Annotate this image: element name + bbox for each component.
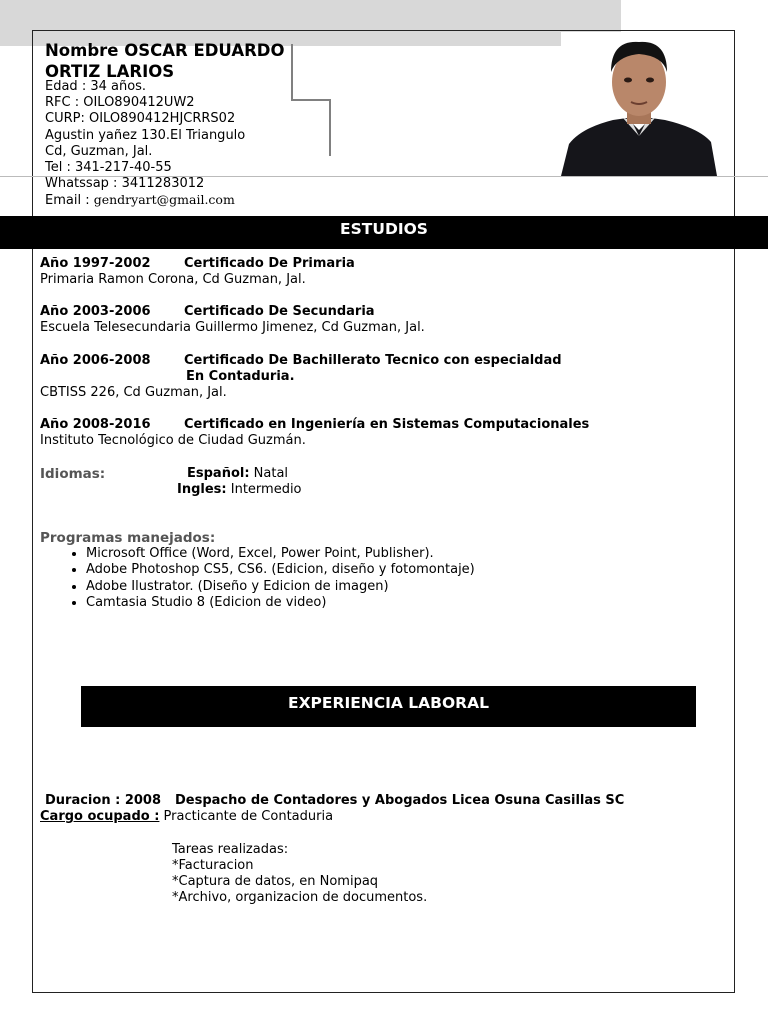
list-item: • Adobe Photoshop CS5, CS6. (Edicion, diseño y fotomontaje)	[86, 562, 475, 578]
list-item: • Camtasia Studio 8 (Edicion de video)	[86, 595, 475, 611]
job-company: Despacho de Contadores y Abogados Licea Osuna Casillas SC	[175, 793, 625, 808]
profile-photo	[561, 32, 717, 176]
tarea-item: *Captura de datos, en Nomipaq	[172, 874, 379, 889]
programas-label: Programas manejados:	[40, 530, 216, 546]
idiomas-label: Idiomas:	[40, 466, 106, 482]
estudio-school: CBTISS 226, Cd Guzman, Jal.	[40, 385, 227, 400]
candidate-name: Nombre OSCAR EDUARDO ORTIZ LARIOS	[45, 41, 285, 81]
tareas-label: Tareas realizadas:	[172, 842, 289, 857]
address-line-1: Agustin yañez 130.El Triangulo	[45, 128, 246, 143]
decorative-bracket	[288, 42, 336, 158]
idioma-espanol: Español: Natal	[187, 466, 289, 481]
whatsapp: Whatssap : 3411283012	[45, 176, 205, 191]
estudio-certificate: Certificado en Ingeniería en Sistemas Computacionales	[184, 417, 590, 432]
age: Edad : 34 años.	[45, 79, 147, 94]
programas-list	[40, 546, 475, 611]
list-item: • Microsoft Office (Word, Excel, Power Point, Publisher).	[86, 546, 475, 562]
email-label: Email :	[45, 193, 94, 208]
cargo-value: Practicante de Contaduria	[159, 809, 334, 824]
estudio-school: Instituto Tecnológico de Ciudad Guzmán.	[40, 433, 306, 448]
email-row	[45, 192, 235, 209]
job-position-row	[40, 809, 333, 825]
estudio-certificate-cont: En Contaduria.	[186, 369, 295, 384]
job-duration: Duracion : 2008	[45, 793, 162, 808]
idioma-ingles: Ingles: Intermedio	[177, 482, 302, 497]
cargo-label: Cargo ocupado :	[40, 809, 160, 824]
address-line-2: Cd, Guzman, Jal.	[45, 144, 153, 159]
estudio-certificate: Certificado De Primaria	[184, 256, 355, 271]
estudio-years: Año 2006-2008	[40, 353, 151, 368]
section-header-experiencia: EXPERIENCIA LABORAL	[81, 686, 696, 727]
list-item: • Adobe Ilustrator. (Diseño y Edicion de imagen)	[86, 579, 475, 595]
email-address[interactable]: gendryart@gmail.com	[93, 192, 235, 207]
curp: CURP: OILO890412HJCRRS02	[45, 111, 236, 126]
tarea-item: *Facturacion	[172, 858, 254, 873]
estudio-certificate: Certificado De Bachillerato Tecnico con especialdad	[184, 353, 562, 368]
estudio-years: Año 2008-2016	[40, 417, 151, 432]
rfc: RFC : OILO890412UW2	[45, 95, 195, 110]
estudio-years: Año 2003-2006	[40, 304, 151, 319]
telephone: Tel : 341-217-40-55	[45, 160, 172, 175]
estudio-certificate: Certificado De Secundaria	[184, 304, 375, 319]
section-header-estudios: ESTUDIOS	[0, 216, 768, 249]
estudio-school: Primaria Ramon Corona, Cd Guzman, Jal.	[40, 272, 306, 287]
estudio-school: Escuela Telesecundaria Guillermo Jimenez, Cd Guzman, Jal.	[40, 320, 425, 335]
tarea-item: *Archivo, organizacion de documentos.	[172, 890, 428, 905]
estudio-years: Año 1997-2002	[40, 256, 151, 271]
